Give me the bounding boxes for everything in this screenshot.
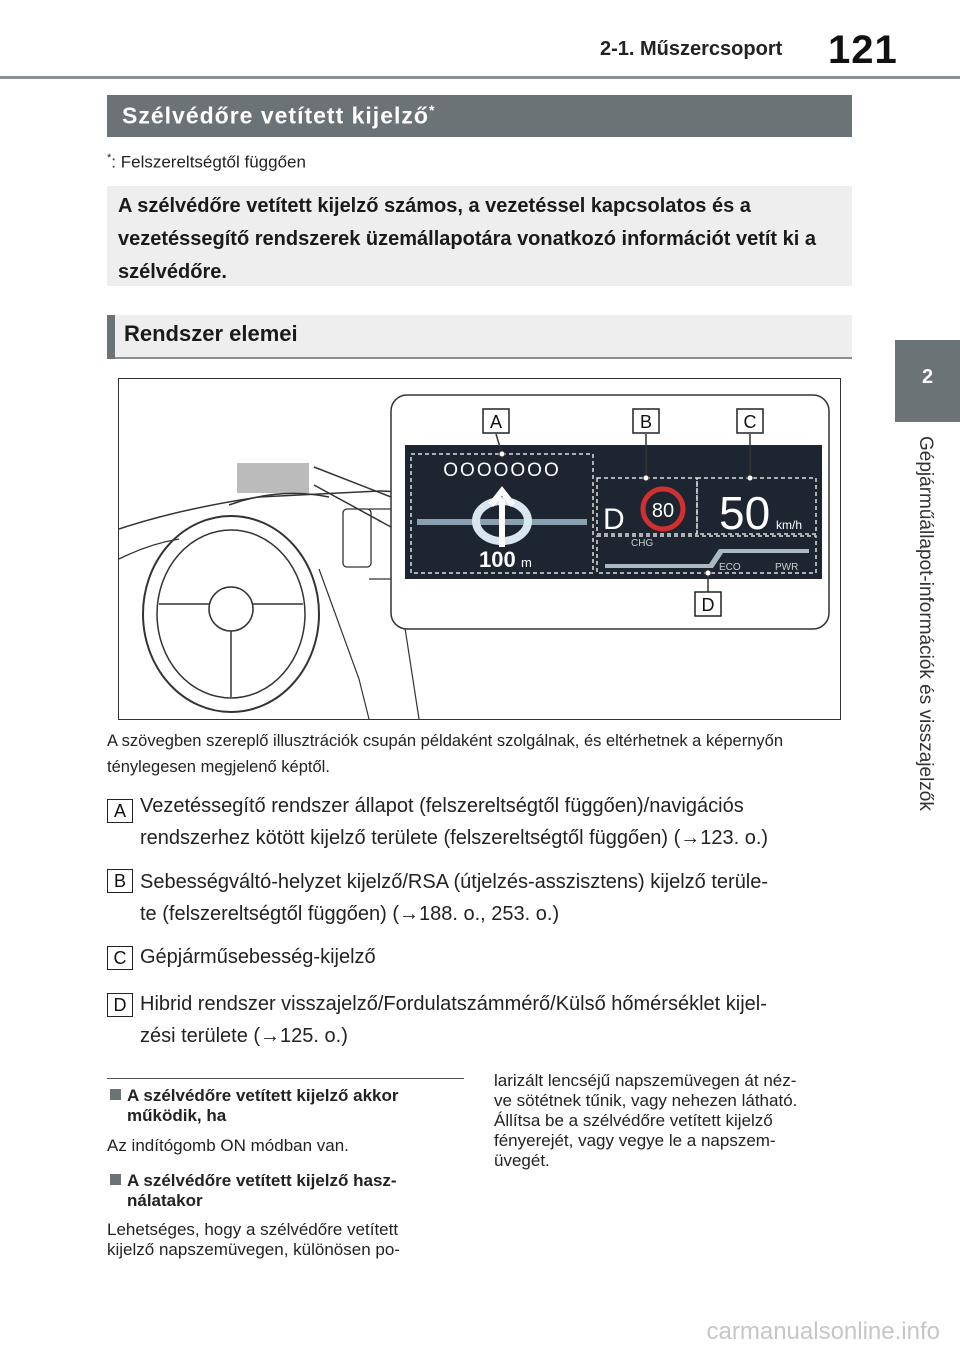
item-a-line1: Vezetéssegítő rendszer állapot (felszereltségtől függően)/navigációs	[140, 795, 744, 817]
item-a-line2: rendszerhez kötött kijelző területe (felszereltségtől függően) (→123. o.)	[140, 827, 769, 849]
item-d-line1: Hibrid rendszer visszajelző/Fordulatszámmérő/Külső hőmérséklet kijel-	[140, 993, 767, 1015]
callout-c-label: C	[743, 412, 757, 432]
console-line	[319, 569, 369, 719]
intro-text: A szélvédőre vetített kijelző számos, a vezetéssel kapcsolatos és a vezetéssegítő rendszerek üzemállapotára vonatkozó információt vetít ki a szélvédőre.	[118, 195, 817, 283]
right-column-line-3: Állítsa be a szélvédőre vetített kijelző	[494, 1111, 773, 1130]
note-2-heading-1: A szélvédőre vetített kijelző hasz-	[127, 1171, 397, 1190]
hud-illustration-svg	[119, 379, 840, 719]
illustration-caption: A szövegben szereplő illusztrációk csupán példaként szolgálnak, és eltérhetnek a képernyőn ténylegesen megjelenő képtől.	[107, 732, 783, 776]
item-b-label: B	[107, 869, 133, 893]
note-2-body-1: Lehetséges, hogy a szélvédőre vetített	[107, 1220, 399, 1239]
item-c-line1: Gépjárműsebesség-kijelző	[140, 946, 376, 968]
callout-d-label: D	[701, 595, 715, 615]
section-title: 2-1. Műszercsoport	[600, 38, 783, 60]
hud-distance: 100	[479, 547, 516, 572]
hud-illustration	[118, 378, 841, 720]
right-column-line-2: ve sötétnek tűnik, vagy nehezen látható.	[494, 1091, 798, 1110]
item-d-line2: zési területe (→125. o.)	[140, 1025, 348, 1047]
page-heading-mark: *	[428, 102, 436, 118]
item-a-label: A	[107, 799, 133, 823]
item-c-label: C	[107, 946, 133, 970]
footnote-mark: *	[107, 152, 112, 164]
note-1-heading-2: működik, ha	[127, 1106, 227, 1125]
hud-eco-label: ECO	[719, 562, 741, 573]
footnote-text: : Felszereltségtől függően	[111, 152, 306, 172]
hud-speed-unit: km/h	[776, 518, 803, 532]
center-screen	[343, 509, 371, 567]
hud-lane-circles: OOOOOOO	[443, 460, 561, 481]
footnote	[107, 152, 306, 173]
page-heading-text: Szélvédőre vetített kijelző	[122, 102, 429, 129]
chapter-number: 2	[921, 366, 934, 388]
watermark: carmanualsonline.info	[706, 1318, 940, 1345]
page-number: 121	[828, 28, 898, 72]
callout-b-dot	[643, 475, 649, 481]
page-heading	[122, 102, 435, 130]
note-bullet-icon	[110, 1089, 121, 1100]
hud-speed-limit: 80	[651, 500, 675, 522]
steering-hub	[209, 587, 253, 631]
subheading: Rendszer elemei	[124, 321, 298, 346]
callout-a-label: A	[489, 412, 503, 432]
note-1-heading	[110, 1086, 398, 1106]
item-b-line1: Sebességváltó-helyzet kijelző/RSA (útjelzés-asszisztens) kijelző terüle-	[140, 871, 769, 893]
hud-chg-label: CHG	[631, 538, 654, 549]
callout-d-dot	[705, 570, 711, 576]
right-column-line-1: larizált lencséjű napszemüvegen át néz-	[494, 1071, 797, 1090]
callout-b-label: B	[639, 412, 653, 432]
note-2-body-2: kijelző napszemüvegen, különösen po-	[107, 1240, 400, 1259]
projected-image	[237, 463, 309, 493]
hud-pwr-label: PWR	[775, 562, 799, 573]
hud-speed: 50	[719, 487, 771, 539]
subheading-accent	[107, 315, 115, 359]
note-2-heading-2: nálatakor	[127, 1191, 203, 1210]
note-2-heading	[110, 1171, 397, 1191]
hud-gear: D	[603, 503, 625, 536]
right-column-line-5: üvegét.	[494, 1151, 550, 1170]
steering-spokes	[159, 604, 303, 697]
chapter-title: Gépjárműállapot-információk és visszajelzők	[915, 436, 936, 811]
note-1-body-1: Az indítógomb ON módban van.	[107, 1136, 349, 1155]
item-b-line2: te (felszereltségtől függően) (→188. o., 253. o.)	[140, 903, 560, 925]
header-rule	[0, 76, 960, 79]
callout-a-dot	[499, 451, 505, 457]
right-column-line-4: fényerejét, vagy vegye le a napszem-	[494, 1131, 776, 1150]
item-d-label: D	[107, 993, 133, 1017]
notes-separator	[107, 1078, 464, 1079]
hud-distance-unit: m	[521, 555, 532, 570]
note-1-heading-1: A szélvédőre vetített kijelző akkor	[127, 1086, 399, 1105]
callout-c-dot	[747, 475, 753, 481]
note-bullet-icon	[110, 1174, 121, 1185]
